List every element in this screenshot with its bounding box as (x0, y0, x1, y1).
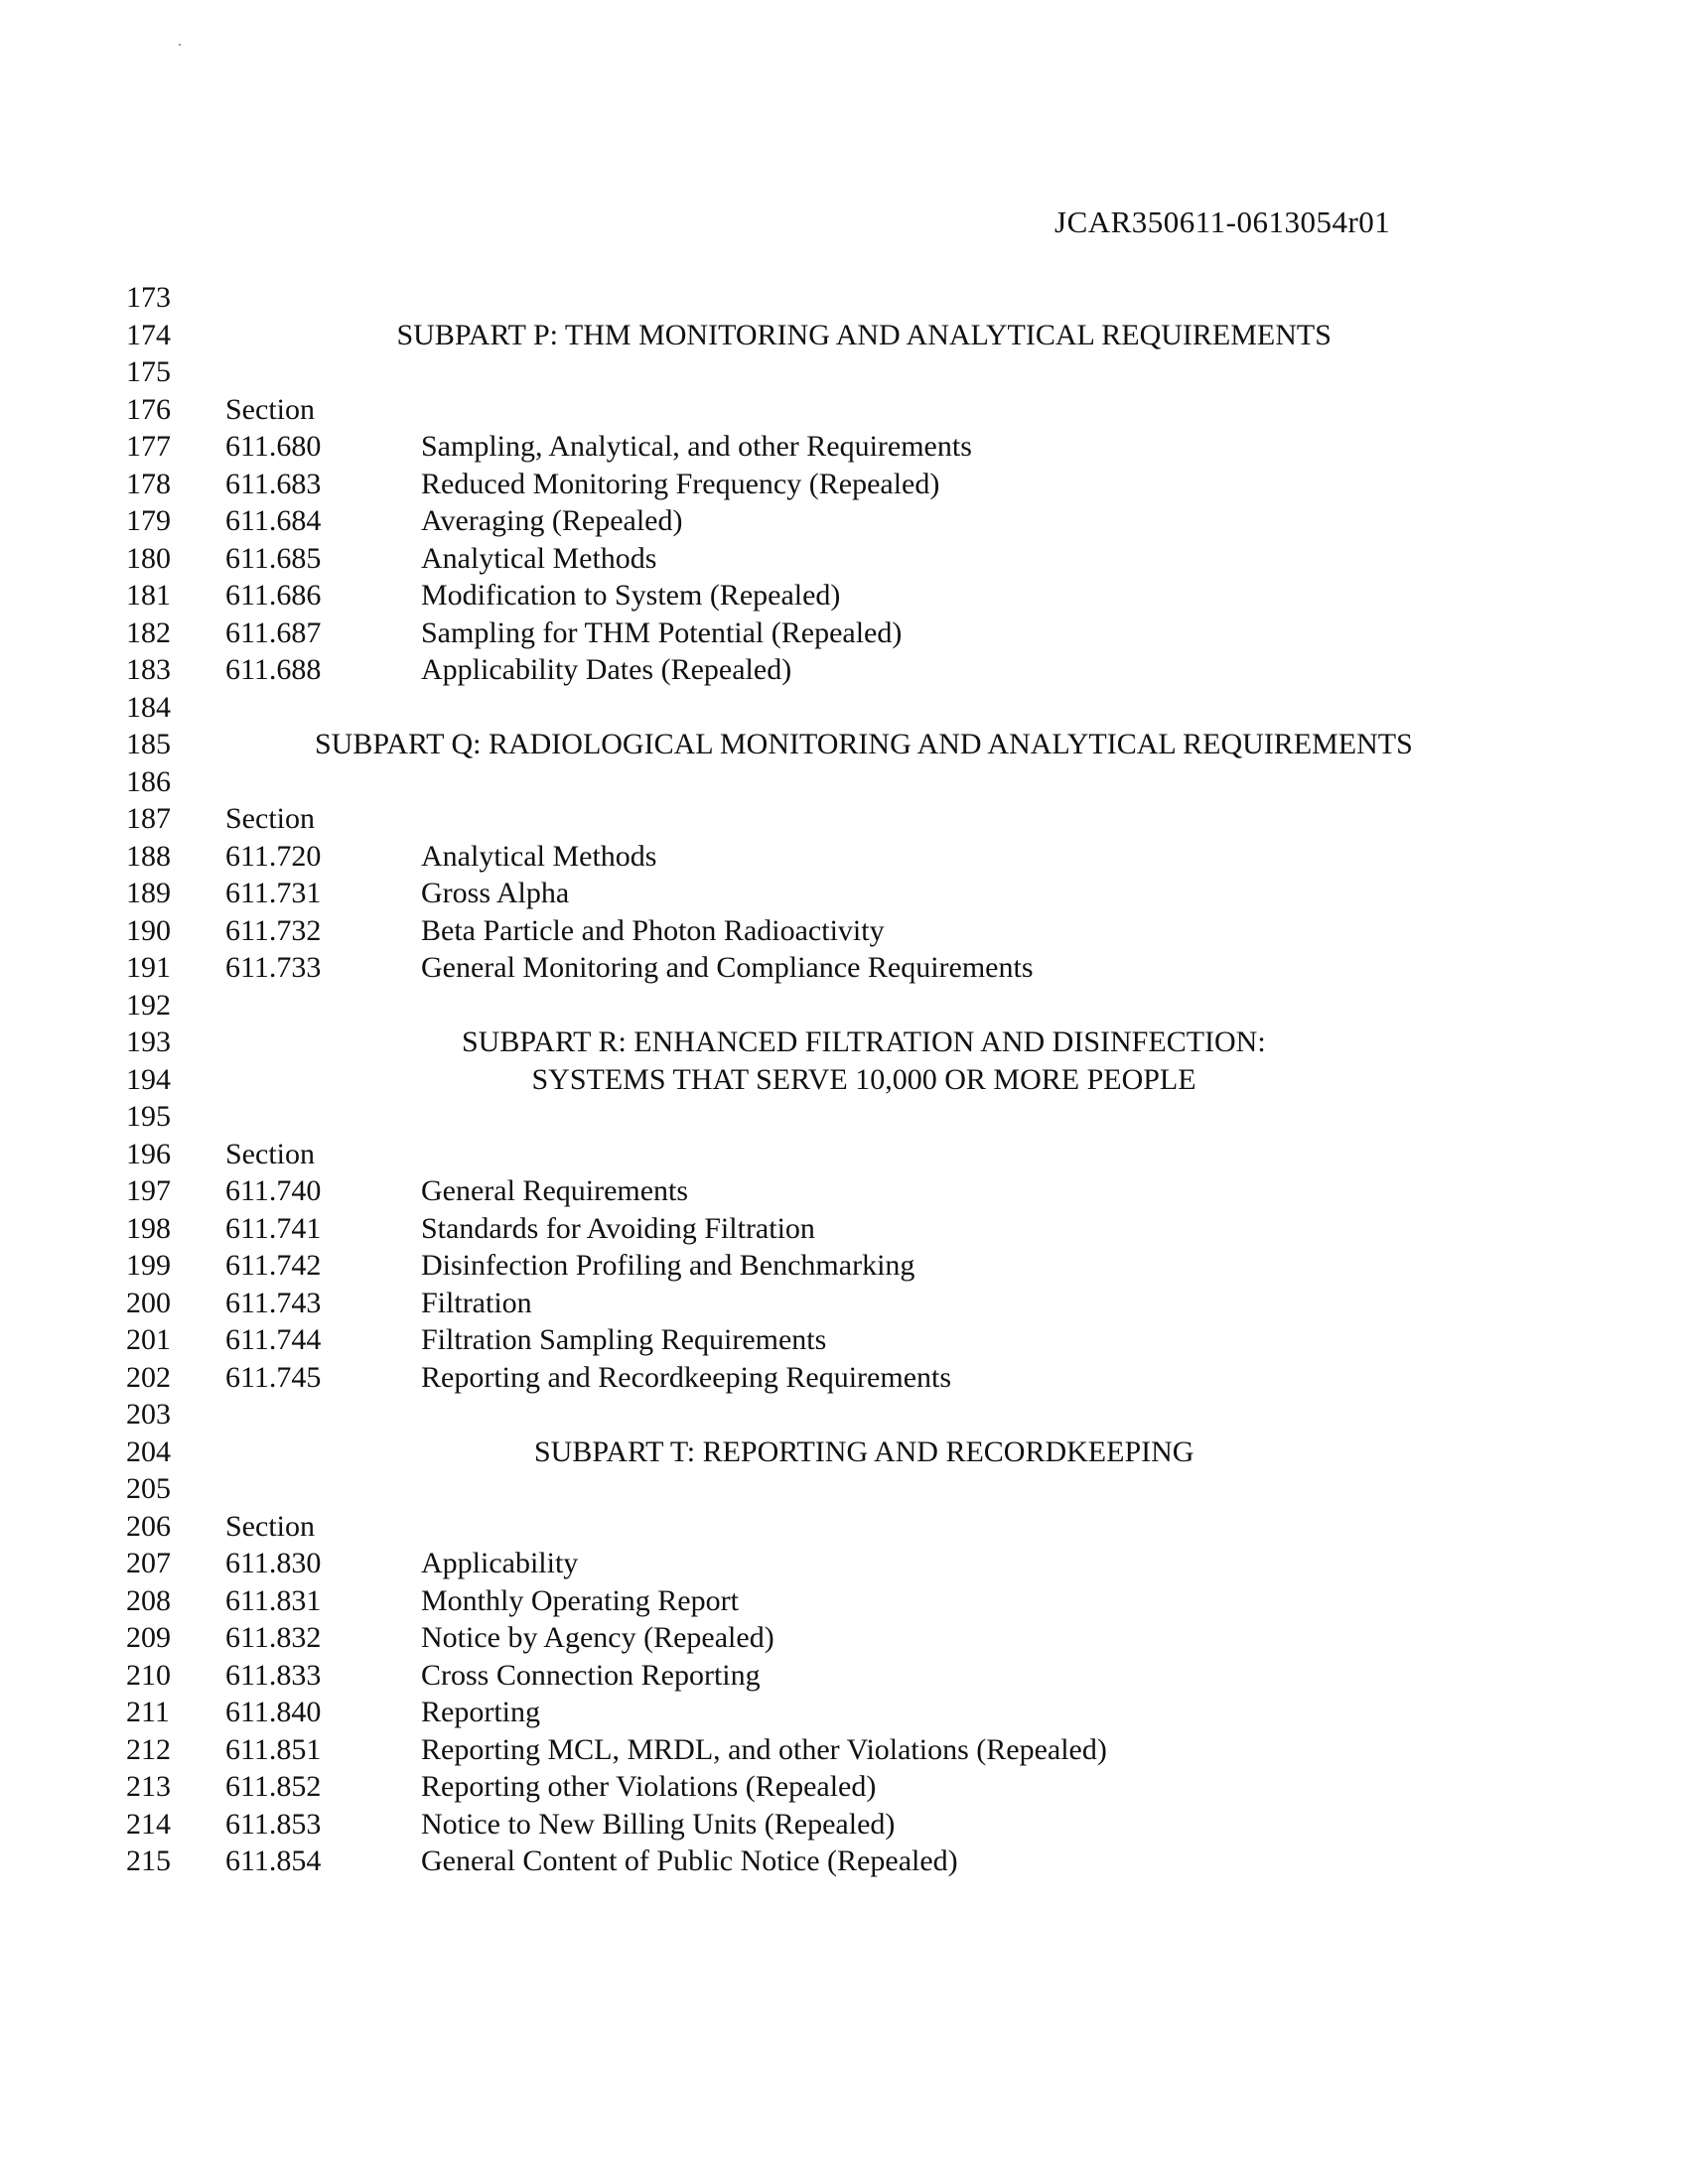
section-title: Notice to New Billing Units (Repealed) (421, 1807, 896, 1841)
line-number: 206 (126, 1509, 171, 1543)
subpart-heading: SUBPART Q: RADIOLOGICAL MONITORING AND ANALYTICAL REQUIREMENTS (315, 728, 1413, 760)
line-number: 196 (126, 1137, 171, 1170)
document-line (0, 391, 1684, 429)
section-title: Reporting other Violations (Repealed) (421, 1770, 877, 1803)
section-title: Cross Connection Reporting (421, 1658, 761, 1692)
section-title: Sampling for THM Potential (Repealed) (421, 615, 903, 649)
section-title: Notice by Agency (Repealed) (421, 1621, 774, 1654)
line-number: 187 (126, 802, 171, 835)
section-number: 611.840 (225, 1696, 322, 1728)
document-line (0, 912, 1684, 950)
line-number: 184 (126, 690, 171, 724)
subpart-heading: SYSTEMS THAT SERVE 10,000 OR MORE PEOPLE (531, 1062, 1196, 1096)
line-number: 204 (126, 1434, 171, 1468)
section-title: Sampling, Analytical, and other Requirements (421, 430, 972, 463)
section-title: Disinfection Profiling and Benchmarking (421, 1249, 915, 1282)
line-number: 177 (126, 430, 171, 463)
document-line (0, 1731, 1684, 1769)
line-number: 198 (126, 1211, 171, 1245)
subpart-heading: SUBPART T: REPORTING AND RECORDKEEPING (534, 1434, 1194, 1468)
document-line (0, 1359, 1684, 1397)
line-number: 193 (126, 1025, 171, 1058)
section-number: 611.745 (225, 1360, 322, 1394)
section-number: Section (225, 1509, 315, 1543)
document-line (0, 279, 1684, 317)
document-line (0, 1843, 1684, 1880)
line-number: 195 (126, 1100, 171, 1133)
document-line (0, 1247, 1684, 1285)
document-line (0, 1619, 1684, 1657)
subpart-heading: SUBPART R: ENHANCED FILTRATION AND DISINFECTION: (462, 1025, 1266, 1058)
document-line (0, 1768, 1684, 1806)
document-line (0, 1657, 1684, 1695)
line-number: 179 (126, 504, 171, 537)
section-title: General Monitoring and Compliance Requirements (421, 951, 1034, 984)
line-number: 214 (126, 1807, 171, 1841)
document-line (0, 466, 1684, 503)
document-line (0, 317, 1684, 354)
document-line (0, 540, 1684, 578)
line-number: 188 (126, 839, 171, 873)
section-title: Standards for Avoiding Filtration (421, 1211, 815, 1245)
document-line (0, 651, 1684, 689)
section-title: Analytical Methods (421, 541, 657, 575)
section-number: Section (225, 802, 315, 835)
section-number: Section (225, 392, 315, 426)
section-title: General Requirements (421, 1174, 689, 1207)
section-number: 611.740 (225, 1174, 322, 1207)
section-number: 611.852 (225, 1770, 322, 1803)
section-number: 611.687 (225, 615, 322, 649)
document-line (0, 763, 1684, 801)
section-title: Reporting MCL, MRDL, and other Violations (Repealed) (421, 1732, 1107, 1766)
document-line (0, 1136, 1684, 1173)
line-number: 178 (126, 467, 171, 500)
section-title: Reporting and Recordkeeping Requirements (421, 1360, 952, 1394)
line-number: 212 (126, 1732, 171, 1766)
document-line (0, 428, 1684, 466)
document-line (0, 1470, 1684, 1508)
line-number: 203 (126, 1398, 171, 1431)
line-number: 186 (126, 764, 171, 798)
line-number: 194 (126, 1062, 171, 1096)
section-number: Section (225, 1137, 315, 1170)
line-number: 211 (126, 1696, 170, 1728)
line-number: 205 (126, 1472, 171, 1505)
document-line (0, 1694, 1684, 1731)
section-number: 611.831 (225, 1583, 322, 1617)
section-number: 611.851 (225, 1732, 322, 1766)
document-line (0, 949, 1684, 987)
section-number: 611.732 (225, 913, 322, 947)
line-number: 208 (126, 1583, 171, 1617)
document-line (0, 1433, 1684, 1471)
line-number: 185 (126, 728, 171, 760)
numbered-lines (0, 279, 1684, 1880)
line-number: 173 (126, 281, 171, 314)
line-number: 210 (126, 1658, 171, 1692)
section-number: 611.742 (225, 1249, 322, 1282)
document-line (0, 577, 1684, 614)
subpart-heading: SUBPART P: THM MONITORING AND ANALYTICAL REQUIREMENTS (396, 318, 1332, 351)
section-number: 611.741 (225, 1211, 322, 1245)
line-number: 199 (126, 1249, 171, 1282)
section-title: Filtration (421, 1286, 532, 1319)
line-number: 191 (126, 951, 171, 984)
section-number: 611.833 (225, 1658, 322, 1692)
document-line (0, 1508, 1684, 1546)
section-number: 611.853 (225, 1807, 322, 1841)
document-line (0, 1210, 1684, 1248)
section-title: Filtration Sampling Requirements (421, 1323, 827, 1356)
document-line (0, 1545, 1684, 1582)
document-line (0, 800, 1684, 838)
section-number: 611.688 (225, 653, 322, 686)
document-line (0, 1321, 1684, 1359)
section-title: Beta Particle and Photon Radioactivity (421, 913, 885, 947)
section-number: 611.680 (225, 430, 322, 463)
section-title: Modification to System (Repealed) (421, 579, 841, 612)
line-number: 213 (126, 1770, 171, 1803)
line-number: 181 (126, 579, 171, 612)
section-title: General Content of Public Notice (Repealed) (421, 1844, 958, 1877)
line-number: 176 (126, 392, 171, 426)
document-line (0, 1024, 1684, 1061)
line-number: 180 (126, 541, 171, 575)
document-line (0, 838, 1684, 876)
section-number: 611.731 (225, 877, 322, 909)
section-number: 611.720 (225, 839, 322, 873)
line-number: 197 (126, 1174, 171, 1207)
section-title: Reduced Monitoring Frequency (Repealed) (421, 467, 940, 500)
document-line (0, 1396, 1684, 1433)
section-title: Reporting (421, 1696, 540, 1728)
document-line (0, 1806, 1684, 1843)
section-title: Applicability (421, 1547, 579, 1579)
section-number: 611.854 (225, 1844, 322, 1877)
section-title: Monthly Operating Report (421, 1583, 739, 1617)
document-line (0, 987, 1684, 1024)
document-line (0, 1172, 1684, 1210)
section-title: Analytical Methods (421, 839, 657, 873)
section-number: 611.686 (225, 579, 322, 612)
document-line (0, 1061, 1684, 1099)
line-number: 175 (126, 355, 171, 388)
document-line (0, 614, 1684, 652)
line-number: 174 (126, 318, 171, 351)
section-number: 611.685 (225, 541, 322, 575)
section-number: 611.683 (225, 467, 322, 500)
line-number: 189 (126, 877, 171, 909)
document-line (0, 875, 1684, 912)
section-number: 611.684 (225, 504, 322, 537)
line-number: 207 (126, 1547, 171, 1579)
document-line (0, 1582, 1684, 1620)
line-number: 215 (126, 1844, 171, 1877)
line-number: 190 (126, 913, 171, 947)
document-line (0, 1098, 1684, 1136)
section-number: 611.832 (225, 1621, 322, 1654)
scan-speck (179, 44, 181, 46)
document-id: JCAR350611-0613054r01 (1054, 205, 1391, 239)
line-number: 202 (126, 1360, 171, 1394)
section-number: 611.744 (225, 1323, 322, 1356)
document-line (0, 353, 1684, 391)
section-number: 611.830 (225, 1547, 322, 1579)
document-line (0, 502, 1684, 540)
line-number: 209 (126, 1621, 171, 1654)
line-number: 182 (126, 615, 171, 649)
section-number: 611.743 (225, 1286, 322, 1319)
document-line (0, 689, 1684, 727)
line-number: 183 (126, 653, 171, 686)
line-number: 192 (126, 988, 171, 1022)
line-number: 200 (126, 1286, 171, 1319)
section-number: 611.733 (225, 951, 322, 984)
section-title: Averaging (Repealed) (421, 504, 683, 537)
line-number: 201 (126, 1323, 171, 1356)
section-title: Applicability Dates (Repealed) (421, 653, 792, 686)
document-line (0, 726, 1684, 763)
document-line (0, 1285, 1684, 1322)
section-title: Gross Alpha (421, 877, 570, 909)
